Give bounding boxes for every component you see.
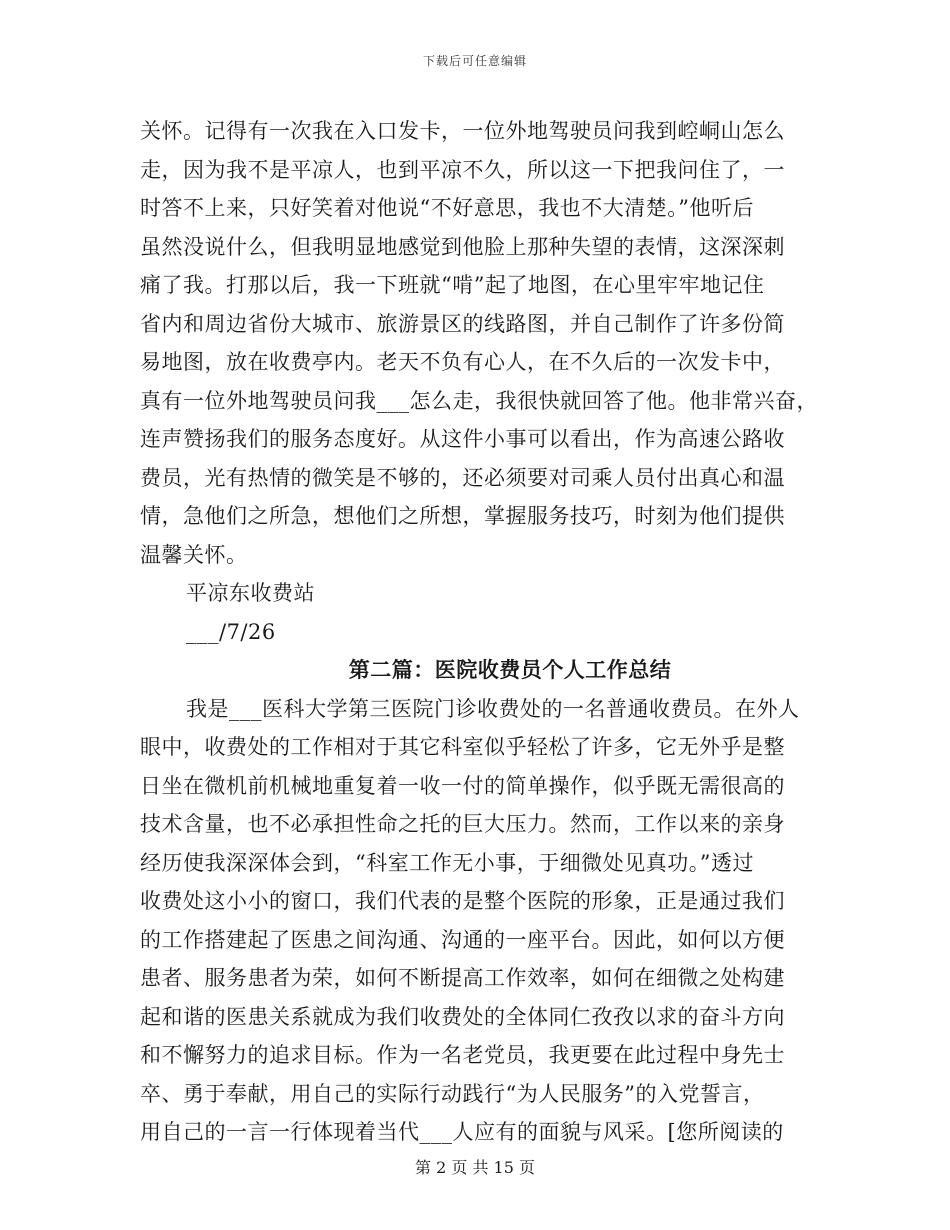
text-line: 和不懈努力的追求目标。作为一名老党员，我更要在此过程中身先士 [140, 1043, 785, 1067]
text-line: 我是___医科大学第三医院门诊收费处的一名普通收费员。在外人 [186, 696, 800, 721]
text-line: 关怀。记得有一次我在入口发卡，一位外地驾驶员问我到崆峒山怎么 [140, 119, 785, 143]
text-line: 痛了我。打那以后，我一下班就“啃”起了地图，在心里牢牢地记住 [140, 273, 765, 297]
signature-line: 平凉东收费站 [186, 581, 315, 605]
text-line: 连声赞扬我们的服务态度好。从这件小事可以看出，作为高速公路收 [140, 427, 785, 451]
text-line: 用自己的一言一行体现着当代___人应有的面貌与风采。[您所阅读的 [140, 1120, 784, 1144]
text-line: 患者、服务患者为荣，如何不断提高工作效率，如何在细微之处构建 [140, 966, 785, 990]
text-line: 真有一位外地驾驶员问我___怎么走，我很快就回答了他。他非常兴奋， [140, 388, 818, 413]
page-number: 第 2 页 共 15 页 [415, 1158, 535, 1177]
text-line: 经历使我深深体会到，“科室工作无小事，于细微处见真功。”透过 [140, 850, 754, 875]
section-heading: 第二篇：医院收费员个人工作总结 [348, 657, 672, 682]
text-line: 收费处这小小的窗口，我们代表的是整个医院的形象，正是通过我们 [140, 889, 785, 913]
text-line: 虽然没说什么，但我明显地感觉到他脸上那种失望的表情，这深深刺 [140, 234, 785, 259]
text-line: 省内和周边省份大城市、旅游景区的线路图，并自己制作了许多份简 [140, 311, 785, 336]
text-line: 费员，光有热情的微笑是不够的，还必须要对司乘人员付出真心和温 [140, 465, 785, 490]
text-line: 日坐在微机前机械地重复着一收一付的简单操作，似乎既无需很高的 [140, 773, 785, 798]
text-line: 的工作搭建起了医患之间沟通、沟通的一座平台。因此，如何以方便 [140, 927, 785, 952]
text-line: 时答不上来，只好笑着对他说“不好意思，我也不大清楚。”他听后 [140, 196, 754, 220]
date-line: ___/7/26 [186, 619, 276, 644]
page-header: 下载后可任意编辑 [422, 54, 527, 68]
document-body [140, 112, 820, 1152]
text-line: 情，急他们之所急，想他们之所想，掌握服务技巧，时刻为他们提供 [140, 504, 785, 528]
text-line: 易地图，放在收费亭内。老天不负有心人，在不久后的一次发卡中， [140, 350, 785, 374]
text-line: 技术含量，也不必承担性命之托的巨大压力。然而，工作以来的亲身 [140, 812, 785, 836]
text-line: 眼中，收费处的工作相对于其它科室似乎轻松了许多，它无外乎是整 [140, 735, 785, 759]
text-line: 走，因为我不是平凉人，也到平凉不久，所以这一下把我问住了，一 [140, 157, 785, 182]
text-line: 温馨关怀。 [140, 542, 248, 567]
text-line: 卒、勇于奉献，用自己的实际行动践行“为人民服务”的入党誓言， [140, 1081, 765, 1106]
text-line: 起和谐的医患关系就成为我们收费处的全体同仁孜孜以求的奋斗方向 [140, 1004, 785, 1029]
